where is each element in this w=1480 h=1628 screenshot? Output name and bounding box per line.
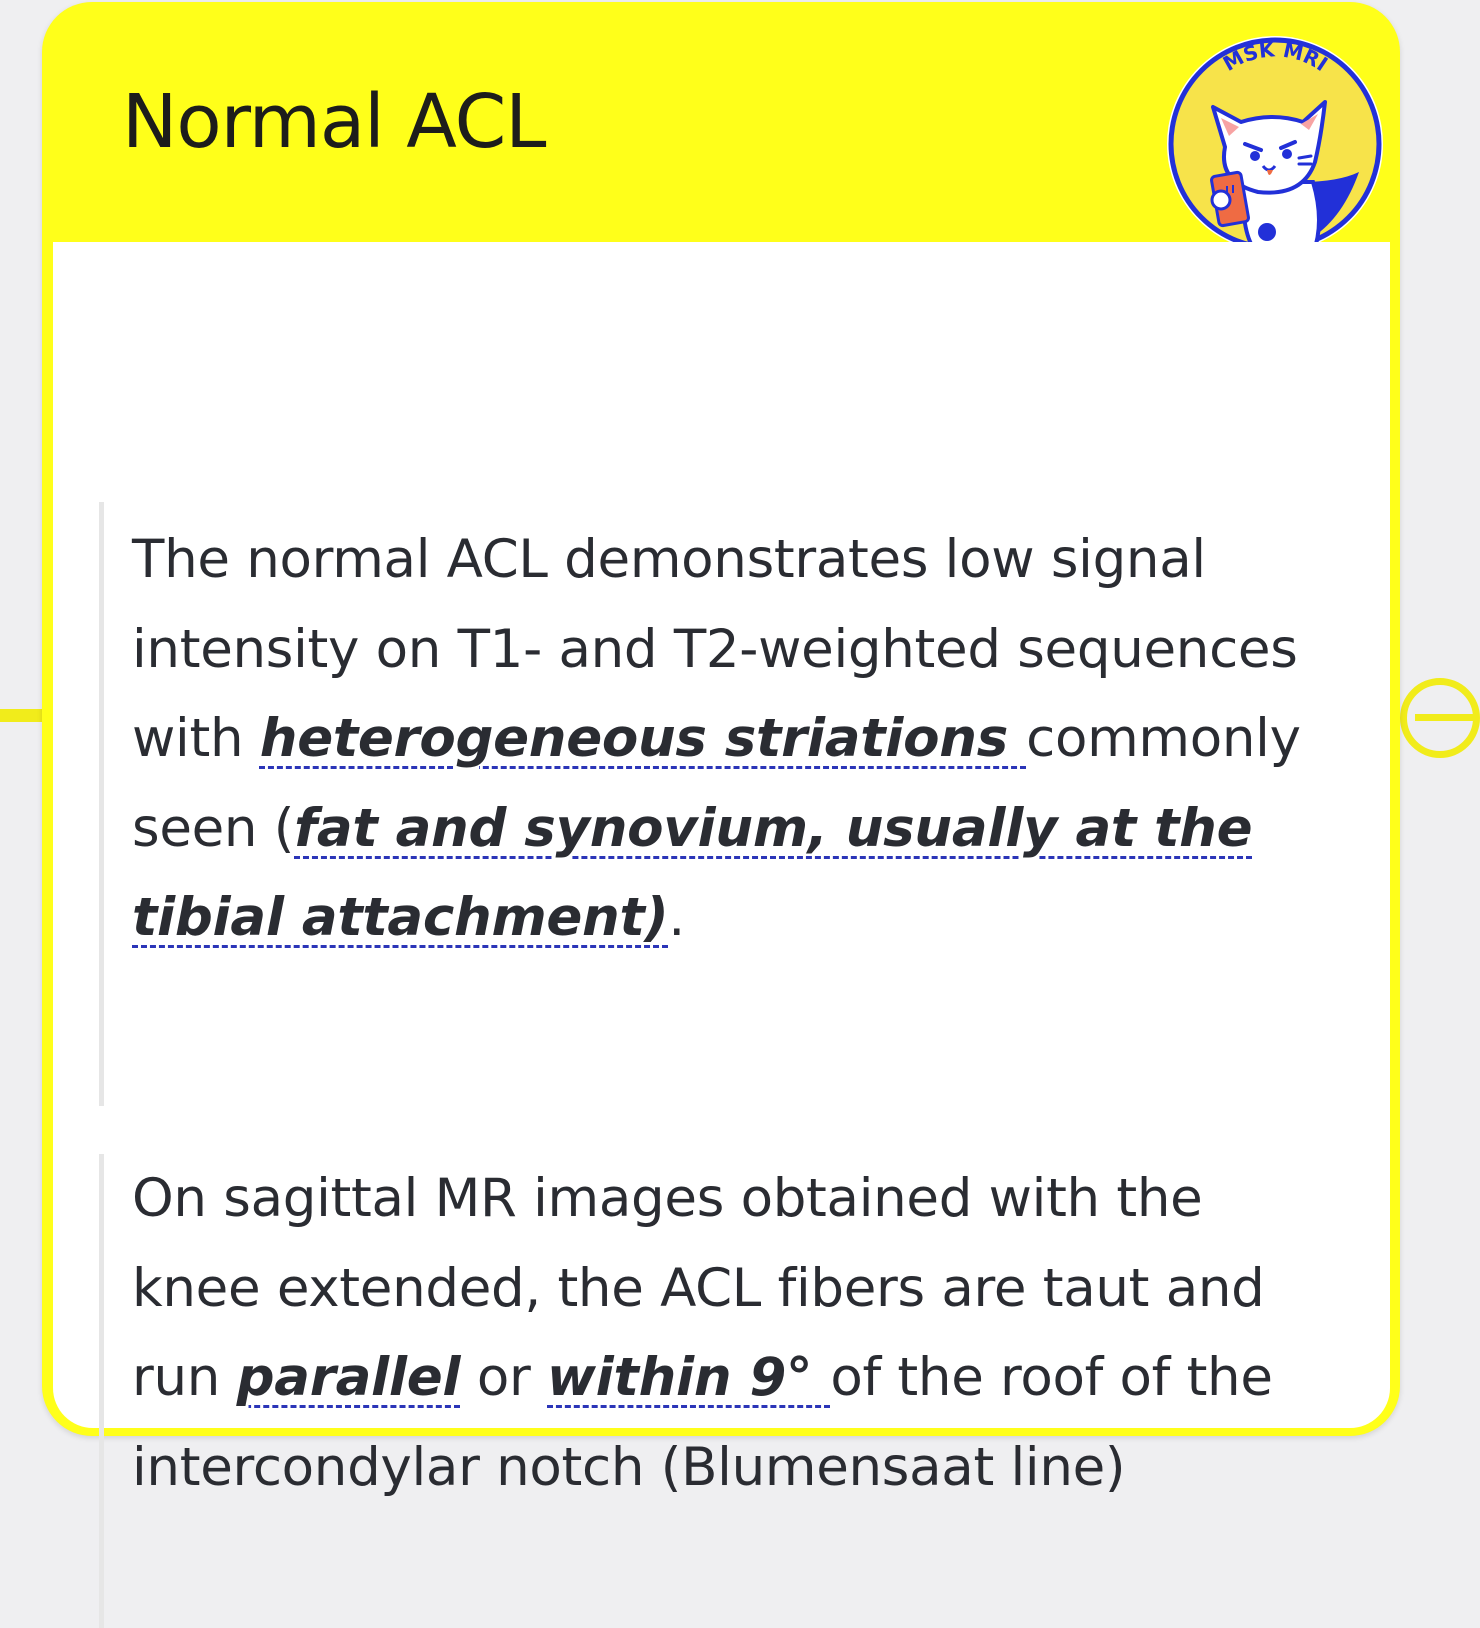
card-body: [53, 242, 1390, 1498]
cat-mascot-logo-icon: [1163, 32, 1387, 256]
collapse-node-icon[interactable]: [1400, 678, 1480, 758]
logo-text: MSK MRI: [1218, 37, 1333, 77]
topic-card: [42, 2, 1400, 1498]
highlight-fat-and-synovium[interactable]: fat and synovium, usually at the tibial attachment): [132, 797, 1253, 948]
highlight-heterogeneous-striations[interactable]: heterogeneous striations: [259, 708, 1027, 769]
highlight-within-9-degrees[interactable]: within 9°: [547, 1347, 831, 1408]
minus-icon: [1415, 714, 1475, 721]
paragraph-normal-signal: The normal ACL demonstrates low signal intensity on T1- and T2-weighted sequences with heterogeneous striations commonly seen (fat and synovium, usually at the tibial attachment).: [99, 502, 1339, 1106]
card-title: Normal ACL: [122, 79, 546, 165]
paragraph-sagittal-orientation: On sagittal MR images obtained with the knee extended, the ACL fibers are taut and run parallel or within 9° of the roof of the intercondylar notch (Blumensaat line): [99, 1154, 1339, 1628]
highlight-parallel[interactable]: parallel: [236, 1347, 461, 1408]
